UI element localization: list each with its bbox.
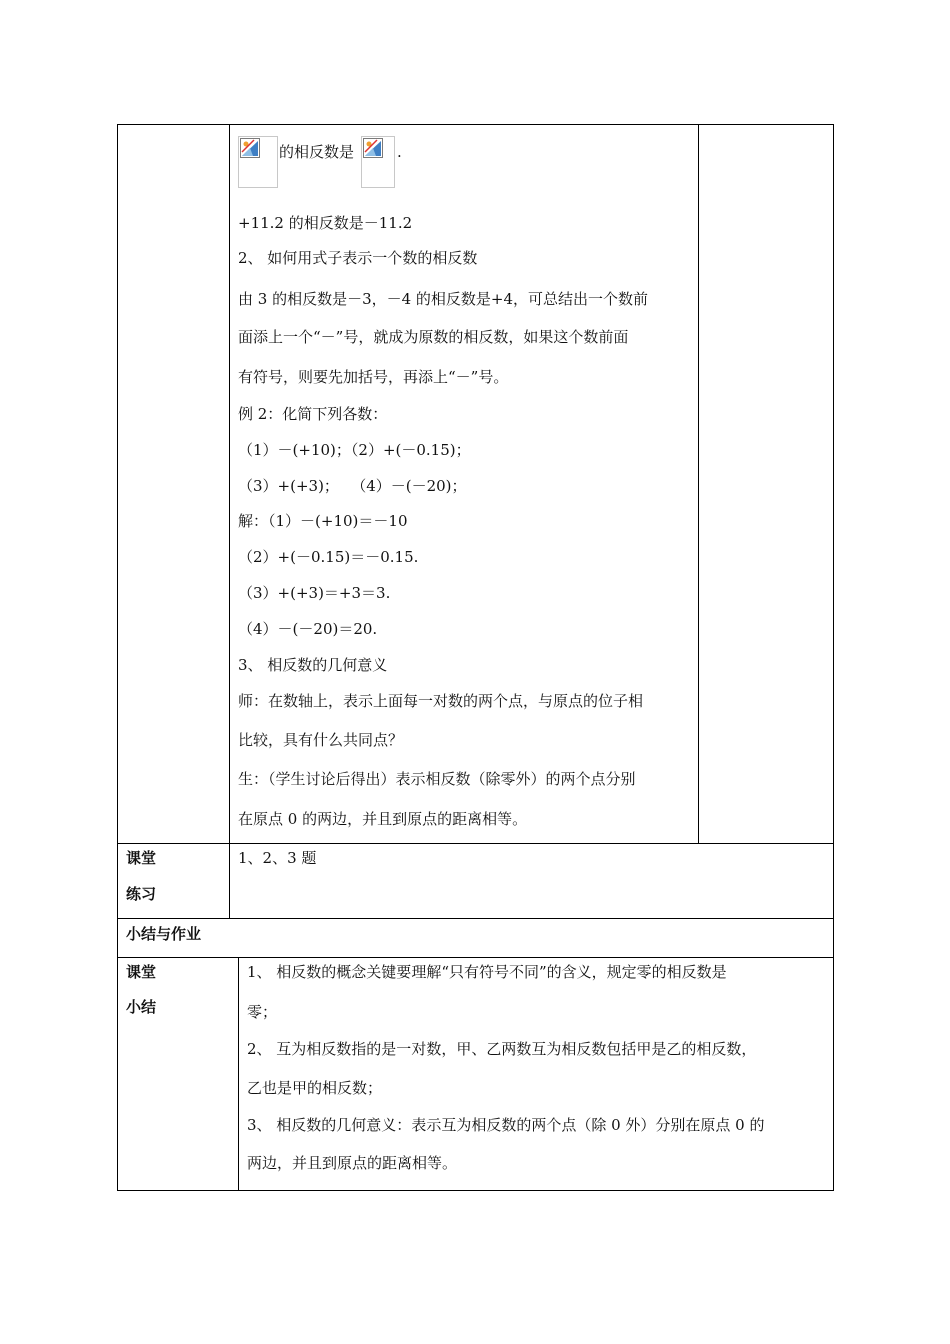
content-line: 2、 如何用式子表示一个数的相反数 <box>238 249 478 267</box>
practice-label-line1: 课堂 <box>126 849 157 867</box>
content-line: 在原点 0 的两边，并且到原点的距离相等。 <box>238 810 528 828</box>
summary-line: 乙也是甲的相反数； <box>247 1079 383 1097</box>
content-line: （2）+(－0.15)＝－0.15. <box>238 548 419 566</box>
content-line: 解：（1）－(+10)＝－10 <box>238 512 408 530</box>
content-line: （3）+(+3)； （4）－(－20)； <box>238 477 467 495</box>
notes-column-divider <box>698 124 699 844</box>
summary-line: 零； <box>247 1003 278 1021</box>
broken-image-icon <box>238 136 278 188</box>
opposite-number-phrase: 的相反数是 <box>279 143 355 161</box>
content-line: 比较，具有什么共同点？ <box>238 731 404 749</box>
table-bottom-border <box>117 1190 834 1191</box>
label-column-divider-bottom <box>238 957 239 1191</box>
row-divider-2 <box>117 918 834 919</box>
summary-line: 两边，并且到原点的距离相等。 <box>247 1154 458 1172</box>
content-line: （4）－(－20)＝20. <box>238 620 378 638</box>
broken-image-icon <box>361 136 395 188</box>
row-divider-1 <box>117 843 834 844</box>
summary-label-line2: 小结 <box>126 998 157 1016</box>
practice-label-line2: 练习 <box>126 885 157 903</box>
summary-line: 2、 互为相反数指的是一对数，甲、乙两数互为相反数包括甲是乙的相反数， <box>247 1040 757 1058</box>
summary-label-line1: 课堂 <box>126 963 157 981</box>
label-column-divider-top <box>229 124 230 919</box>
content-line: 例 2：化简下列各数： <box>238 405 388 423</box>
table-top-border <box>117 124 834 125</box>
content-line: 面添上一个“－”号，就成为原数的相反数，如果这个数前面 <box>238 328 629 346</box>
sentence-period: . <box>397 143 402 161</box>
row-divider-3 <box>117 957 834 958</box>
summary-line: 1、 相反数的概念关键要理解“只有符号不同”的含义，规定零的相反数是 <box>247 963 727 981</box>
content-line: 生：（学生讨论后得出）表示相反数（除零外）的两个点分别 <box>238 770 636 788</box>
content-line: （1）－(+10)；（2）+(－0.15)； <box>238 441 471 459</box>
table-left-border <box>117 124 118 1191</box>
content-line: 3、 相反数的几何意义 <box>238 656 388 674</box>
content-line: （3）+(+3)＝+3＝3. <box>238 584 391 602</box>
content-line: 有符号，则要先加括号，再添上“－”号。 <box>238 368 509 386</box>
content-line: 师：在数轴上，表示上面每一对数的两个点，与原点的位子相 <box>238 692 644 710</box>
practice-content: 1、2、3 题 <box>238 849 317 867</box>
content-line: +11.2 的相反数是－11.2 <box>238 214 413 232</box>
section-header: 小结与作业 <box>126 925 202 943</box>
content-line: 由 3 的相反数是－3，－4 的相反数是+4，可总结出一个数前 <box>238 290 649 308</box>
summary-line: 3、 相反数的几何意义：表示互为相反数的两个点（除 0 外）分别在原点 0 的 <box>247 1116 765 1134</box>
table-right-border <box>833 124 834 1191</box>
